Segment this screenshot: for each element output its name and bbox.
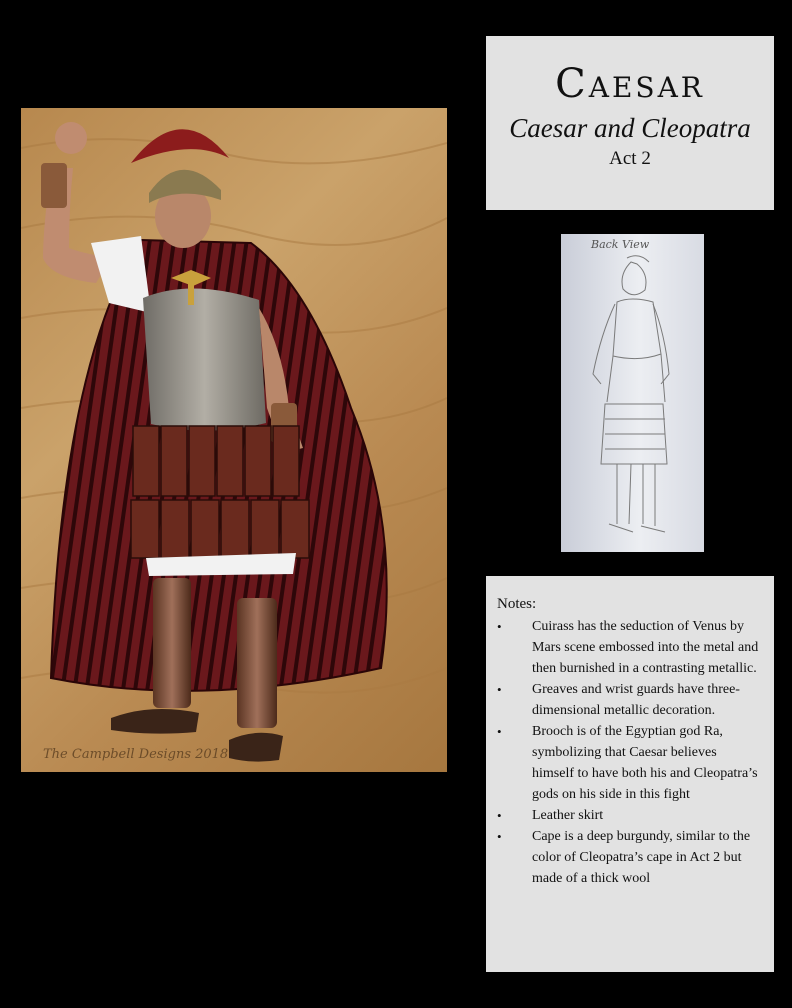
title-card [486,36,774,210]
note-text: Cape is a deep burgundy, similar to the color of Cleopatra’s cape in Act 2 but made of a thick wool [532,829,751,886]
bullet-icon: • [497,619,502,634]
notes-panel [486,576,774,972]
note-item [497,679,762,721]
costume-figure-illustration [21,108,447,772]
back-view-sketch [561,234,704,552]
note-item [497,805,762,826]
act-label: Act 2 [609,148,651,170]
notes-list [497,616,762,889]
costume-rendering [21,108,447,772]
note-text: Cuirass has the seduction of Venus by Mars scene embossed into the metal and then burnished in a contrasting metallic. [532,619,759,676]
note-item [497,721,762,805]
character-name: Caesar [555,61,705,107]
bullet-icon: • [497,829,502,844]
note-item [497,616,762,679]
note-text: Greaves and wrist guards have three-dimensional metallic decoration. [532,682,740,718]
note-text: Leather skirt [532,808,604,823]
bullet-icon: • [497,724,502,739]
bullet-icon: • [497,682,502,697]
bullet-icon: • [497,808,502,823]
sketch-label: Back View [591,238,650,251]
designer-signature: The Campbell Designs 2018 [43,747,229,762]
play-title: Caesar and Cleopatra [509,113,751,143]
note-text: Brooch is of the Egyptian god Ra, symbolizing that Caesar believes himself to have both his and Cleopatra’s gods on his side in this fight [532,724,758,802]
pencil-figure-sketch [561,234,704,552]
note-item [497,826,762,889]
notes-heading: Notes: [497,596,537,612]
